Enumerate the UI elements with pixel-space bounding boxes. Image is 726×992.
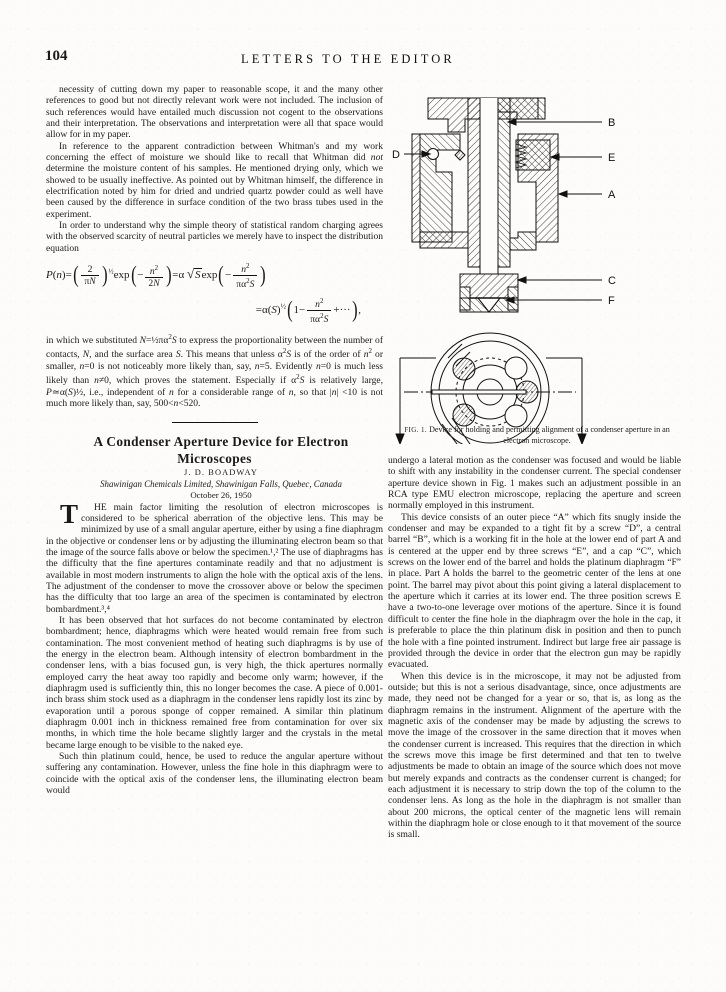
figure-caption bbox=[392, 425, 682, 445]
paragraph-after-equation: in which we substituted $N=\frac{1}{2}\pi\alpha^2S$ to express the proportionality between the number of contacts, N, and the surface area S. This means that unless $\alpha^2S$ is of the order of $n^2$ or smaller, n=0 is not noticeably more likely than, say, n=5. Evidently n=0 is much less likely than n≠0, which proves the statement. Especially if $\alpha^2S$ is relatively large, P≃α(S)½, i.e., independent of n for a considerable range of n, so that |n| <10 is not much more likely than, say, 500<n<520. bbox=[46, 332, 384, 410]
paragraph: Such thin platinum could, hence, be used to reduce the angular aperture without suffering any contamination. However, unless the fine hole in this diaphragm were to coincide with the optical axis of the condenser lens, the illuminating electron beam would bbox=[46, 751, 383, 797]
article-opening-paragraph bbox=[46, 498, 383, 615]
distribution-equation bbox=[46, 261, 383, 325]
page-number: 104 bbox=[45, 48, 68, 64]
figure-caption-text: Device for holding and permitting alignment of a condenser aperture in an electron microscope. bbox=[429, 425, 670, 445]
drop-cap: T bbox=[60, 498, 79, 529]
article-author: J. D. BOADWAY bbox=[183, 468, 258, 478]
callout-a: A bbox=[608, 189, 616, 201]
running-head: LETTERS TO THE EDITOR bbox=[241, 52, 455, 66]
cross-section-view bbox=[404, 98, 602, 312]
callout-f: F bbox=[608, 295, 615, 307]
callout-b: B bbox=[608, 117, 616, 129]
figure-1 bbox=[390, 72, 685, 444]
right-column bbox=[388, 455, 681, 841]
paragraph: It has been observed that hot surfaces do not become contaminated by electron bombardment; hence, diaphragms which were heated would remain free from such contamination. The most convenient method of heating such diaphragms is by use of the energy in the electron beam. Although intensity of electron bombardment in the condenser lens, with a bias focused gun, is very high, the thick apertures normally employed carry the heat away too rapidly and become only warm; however, if the diaphragm used is sufficiently thin, this no longer becomes the case. A piece of 0.001-inch brass shim stock used as a diaphragm in the condenser lens rapidly lost its zinc by evaporation until a porous sponge of copper remained. A similar thin platinum diaphragm 0.001 inch in thickness remained free from contamination for over six months, in which time the hole became slightly larger and the crystals in the metal became large enough to be visible to the naked eye. bbox=[46, 614, 383, 751]
paragraph: undergo a lateral motion as the condenser was focused and would be liable to shift with any instability in the condenser current. The special condenser aperture device shown in Fig. 1 makes such an adjustment possible in an RCA type EMU electron microscope, replacing the aperture and screen normally employed in this instrument. bbox=[388, 455, 681, 512]
paragraph: When this device is in the microscope, it may not be adjusted from outside; but this is not a serious disadvantage, since, once adjustments are made, they need not be changed for a year or so, that is, as long as the diaphragm remains in the instrument. Alignment of the aperture with the magnetic axis of the condenser may be made by adjusting the screws to move the image of the crossover in the same direction that it moves when the condenser current is increased. This requires that the direction in which the screws move this image be first determined and that ten to twelve adjustments be made to obtain an image of the source which does not move but merely expands and contracts as the condenser current is changed; for each adjustment it is necessary to strip down the top of the column to the condenser lens. As long as the hole in the diaphragm is not smaller than about 200 microns, the optical center of the magnetic lens will remain within the diaphragm hole or close enough to it that movement of the source is small. bbox=[388, 670, 681, 841]
callout-c: C bbox=[608, 275, 616, 287]
paragraph: necessity of cutting down my paper to reasonable scope, it and the many other references to good but not directly relevant work were not included. The inclusion of such references would have entailed much discussion not cogent to the observations and their interpretation. The observations and interpretation were all that space would allow for in my paper. bbox=[46, 84, 383, 141]
article-title: A Condenser Aperture Device for Electron Microscopes bbox=[93, 434, 349, 466]
equation-line-1: P(n)=( $\frac{2}{\pi N}$ )$^{\frac{1}{2}}$exp(− $\frac{n^2}{2N}$ )=α √ Sexp(− $\frac{n^2}{\pi\alpha^2S}$ ) bbox=[46, 261, 383, 290]
page-header bbox=[45, 48, 681, 72]
opening-paragraph-text: HE main factor limiting the resolution of electron microscopes is considered to be spherical aberration of the objective lens. This may be minimized by use of a small angular aperture, either by using a fine diaphragm in the objective or condenser lens or by adjusting the illuminating electron beam so that the image of the source falls above or below the specimen.¹,² The use of diaphragms has the difficulty that the fine apertures contaminate readily and that no adjustment is available in most modern instruments to align the hole with the optical axis of the lens. The adjustment of the condenser to move the crossover above or below the specimen has the difficulty that too large an area of the specimen is contaminated by electron bombardment.³,⁴ bbox=[46, 501, 383, 615]
figure-1-drawing bbox=[390, 72, 685, 444]
callout-e: E bbox=[608, 152, 616, 164]
figure-label: FIG. 1. bbox=[404, 426, 428, 434]
paragraph: In order to understand why the simple theory of statistical random charging agrees with the observed scarcity of neutral particles we merely have to inspect the distribution equation bbox=[46, 220, 383, 254]
equation-line-2: $=\alpha(S)^{\frac{1}{2}}(1-$ $\frac{n^2}{\pi\alpha^2S}$ +···), bbox=[255, 296, 361, 325]
paragraph: In reference to the apparent contradiction between Whitman's and my work concerning the effect of moisture we should like to recall that Whitman did not determine the moisture content of his samples. He mentioned drying only, which we showed to be usually ineffective. As pointed out by Whitman himself, the difference in electrification noted by him for dried and undried quartz powder could as well have been caused by the difference in surface condition of the two brass tubes used in the experiment. bbox=[46, 140, 383, 220]
article-affiliation: Shawinigan Chemicals Limited, Shawinigan Falls, Quebec, Canada bbox=[100, 478, 342, 489]
left-column bbox=[46, 84, 383, 796]
article-date: October 26, 1950 bbox=[190, 490, 252, 501]
paragraph: This device consists of an outer piece “A” which fits snugly inside the condenser and may be expanded to a tight fit by a screw “D”, a central barrel “B”, which is a working fit in the hole at the lower end of part A and is centered at the upper end by three screws “E”, and a cap “C”, which screws on the lower end of the barrel and holds the platinum diaphragm “F” in place. Part A holds the barrel to the geometric center of the lens at one point. The barrel may pivot about this point giving a lateral displacement to the aperture which it carries at its lower end. The three position screws E have a two-to-one leverage over motions of the aperture. Since it is found difficult to center the fine hole in the diaphragm over the hole in the cap, it is preferable to place the thin platinum disk in position and then to punch the hole with a fine pointed instrument. Indirect but large free air passage is provided through the device in order that the electron gun may be rapidly evacuated. bbox=[388, 511, 681, 671]
callout-d: D bbox=[392, 149, 400, 161]
section-divider bbox=[172, 422, 258, 423]
